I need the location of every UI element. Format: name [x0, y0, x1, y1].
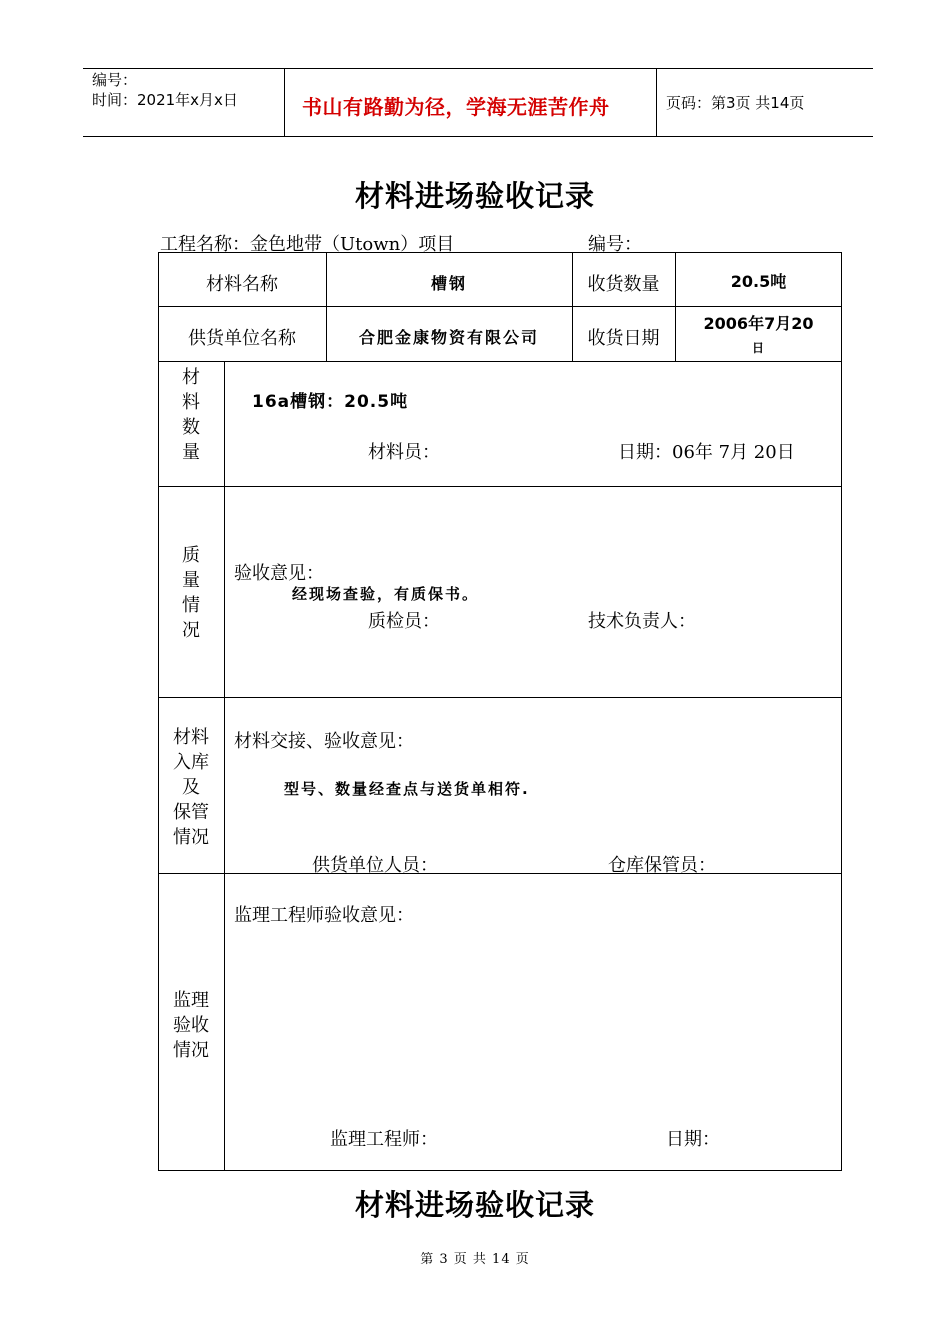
received-date-label: 收货日期	[587, 328, 660, 349]
section-label-quality: 质 量 情 况	[182, 545, 200, 641]
repeat-title: 材料进场验收记录	[354, 1188, 595, 1222]
supplier-staff-label: 供货单位人员：	[312, 855, 438, 876]
header-number-label: 编号：	[92, 71, 138, 89]
warehouse-keeper-label: 仓库保管员：	[608, 855, 716, 876]
supervising-engineer-label: 监理工程师：	[330, 1129, 438, 1150]
project-name: 工程名称：金色地带（Utown）项目	[160, 234, 455, 255]
header-divider-right	[656, 68, 657, 136]
row-divider	[158, 486, 842, 487]
material-qty-content: 16a槽钢：20.5吨	[252, 392, 409, 412]
supplier-value: 合肥金康物资有限公司	[358, 328, 539, 347]
header-motto: 书山有路勤为径，学海无涯苦作舟	[302, 95, 610, 119]
storage-opinion-label: 材料交接、验收意见：	[234, 731, 414, 752]
material-name-value: 槽钢	[430, 274, 467, 293]
header-top-rule	[83, 68, 873, 69]
page-footer: 第 3 页 共 14 页	[420, 1252, 530, 1267]
section-label-storage: 材料 入库 及 保管 情况	[173, 727, 209, 848]
inspector-label: 质检员：	[368, 611, 440, 632]
project-number-label: 编号：	[588, 234, 642, 255]
col-divider	[224, 361, 225, 1171]
material-name-label: 材料名称	[206, 274, 278, 295]
row-divider	[158, 361, 842, 362]
header-time: 时间：2021年x月x日	[92, 91, 238, 109]
header-divider-left	[284, 68, 285, 136]
row-divider	[158, 697, 842, 698]
received-date-value-cont: 日	[752, 341, 765, 355]
quality-opinion-label: 验收意见：	[234, 563, 324, 584]
quality-opinion-text: 经现场查验，有质保书。	[292, 585, 480, 603]
header-page-info: 页码：第3页 共14页	[666, 94, 805, 112]
storage-opinion-text: 型号、数量经查点与送货单相符.	[284, 780, 530, 798]
section-label-supervision: 监理 验收 情况	[173, 990, 209, 1061]
page-title: 材料进场验收记录	[354, 179, 595, 213]
section-label-quantity: 材 料 数 量	[182, 367, 200, 463]
received-qty-label: 收货数量	[587, 274, 660, 295]
supervision-date-label: 日期：	[666, 1129, 720, 1150]
header-bottom-rule	[83, 136, 873, 137]
tech-lead-label: 技术负责人：	[588, 611, 696, 632]
supplier-label: 供货单位名称	[188, 328, 296, 349]
received-qty-value: 20.5吨	[730, 272, 787, 291]
row-divider	[158, 873, 842, 874]
row-divider	[158, 306, 842, 307]
qty-date-line: 日期：06年 7月 20日	[618, 442, 795, 463]
received-date-value: 2006年7月20	[703, 314, 814, 333]
supervision-opinion-label: 监理工程师验收意见：	[234, 905, 414, 926]
material-staff-label: 材料员：	[368, 442, 440, 463]
